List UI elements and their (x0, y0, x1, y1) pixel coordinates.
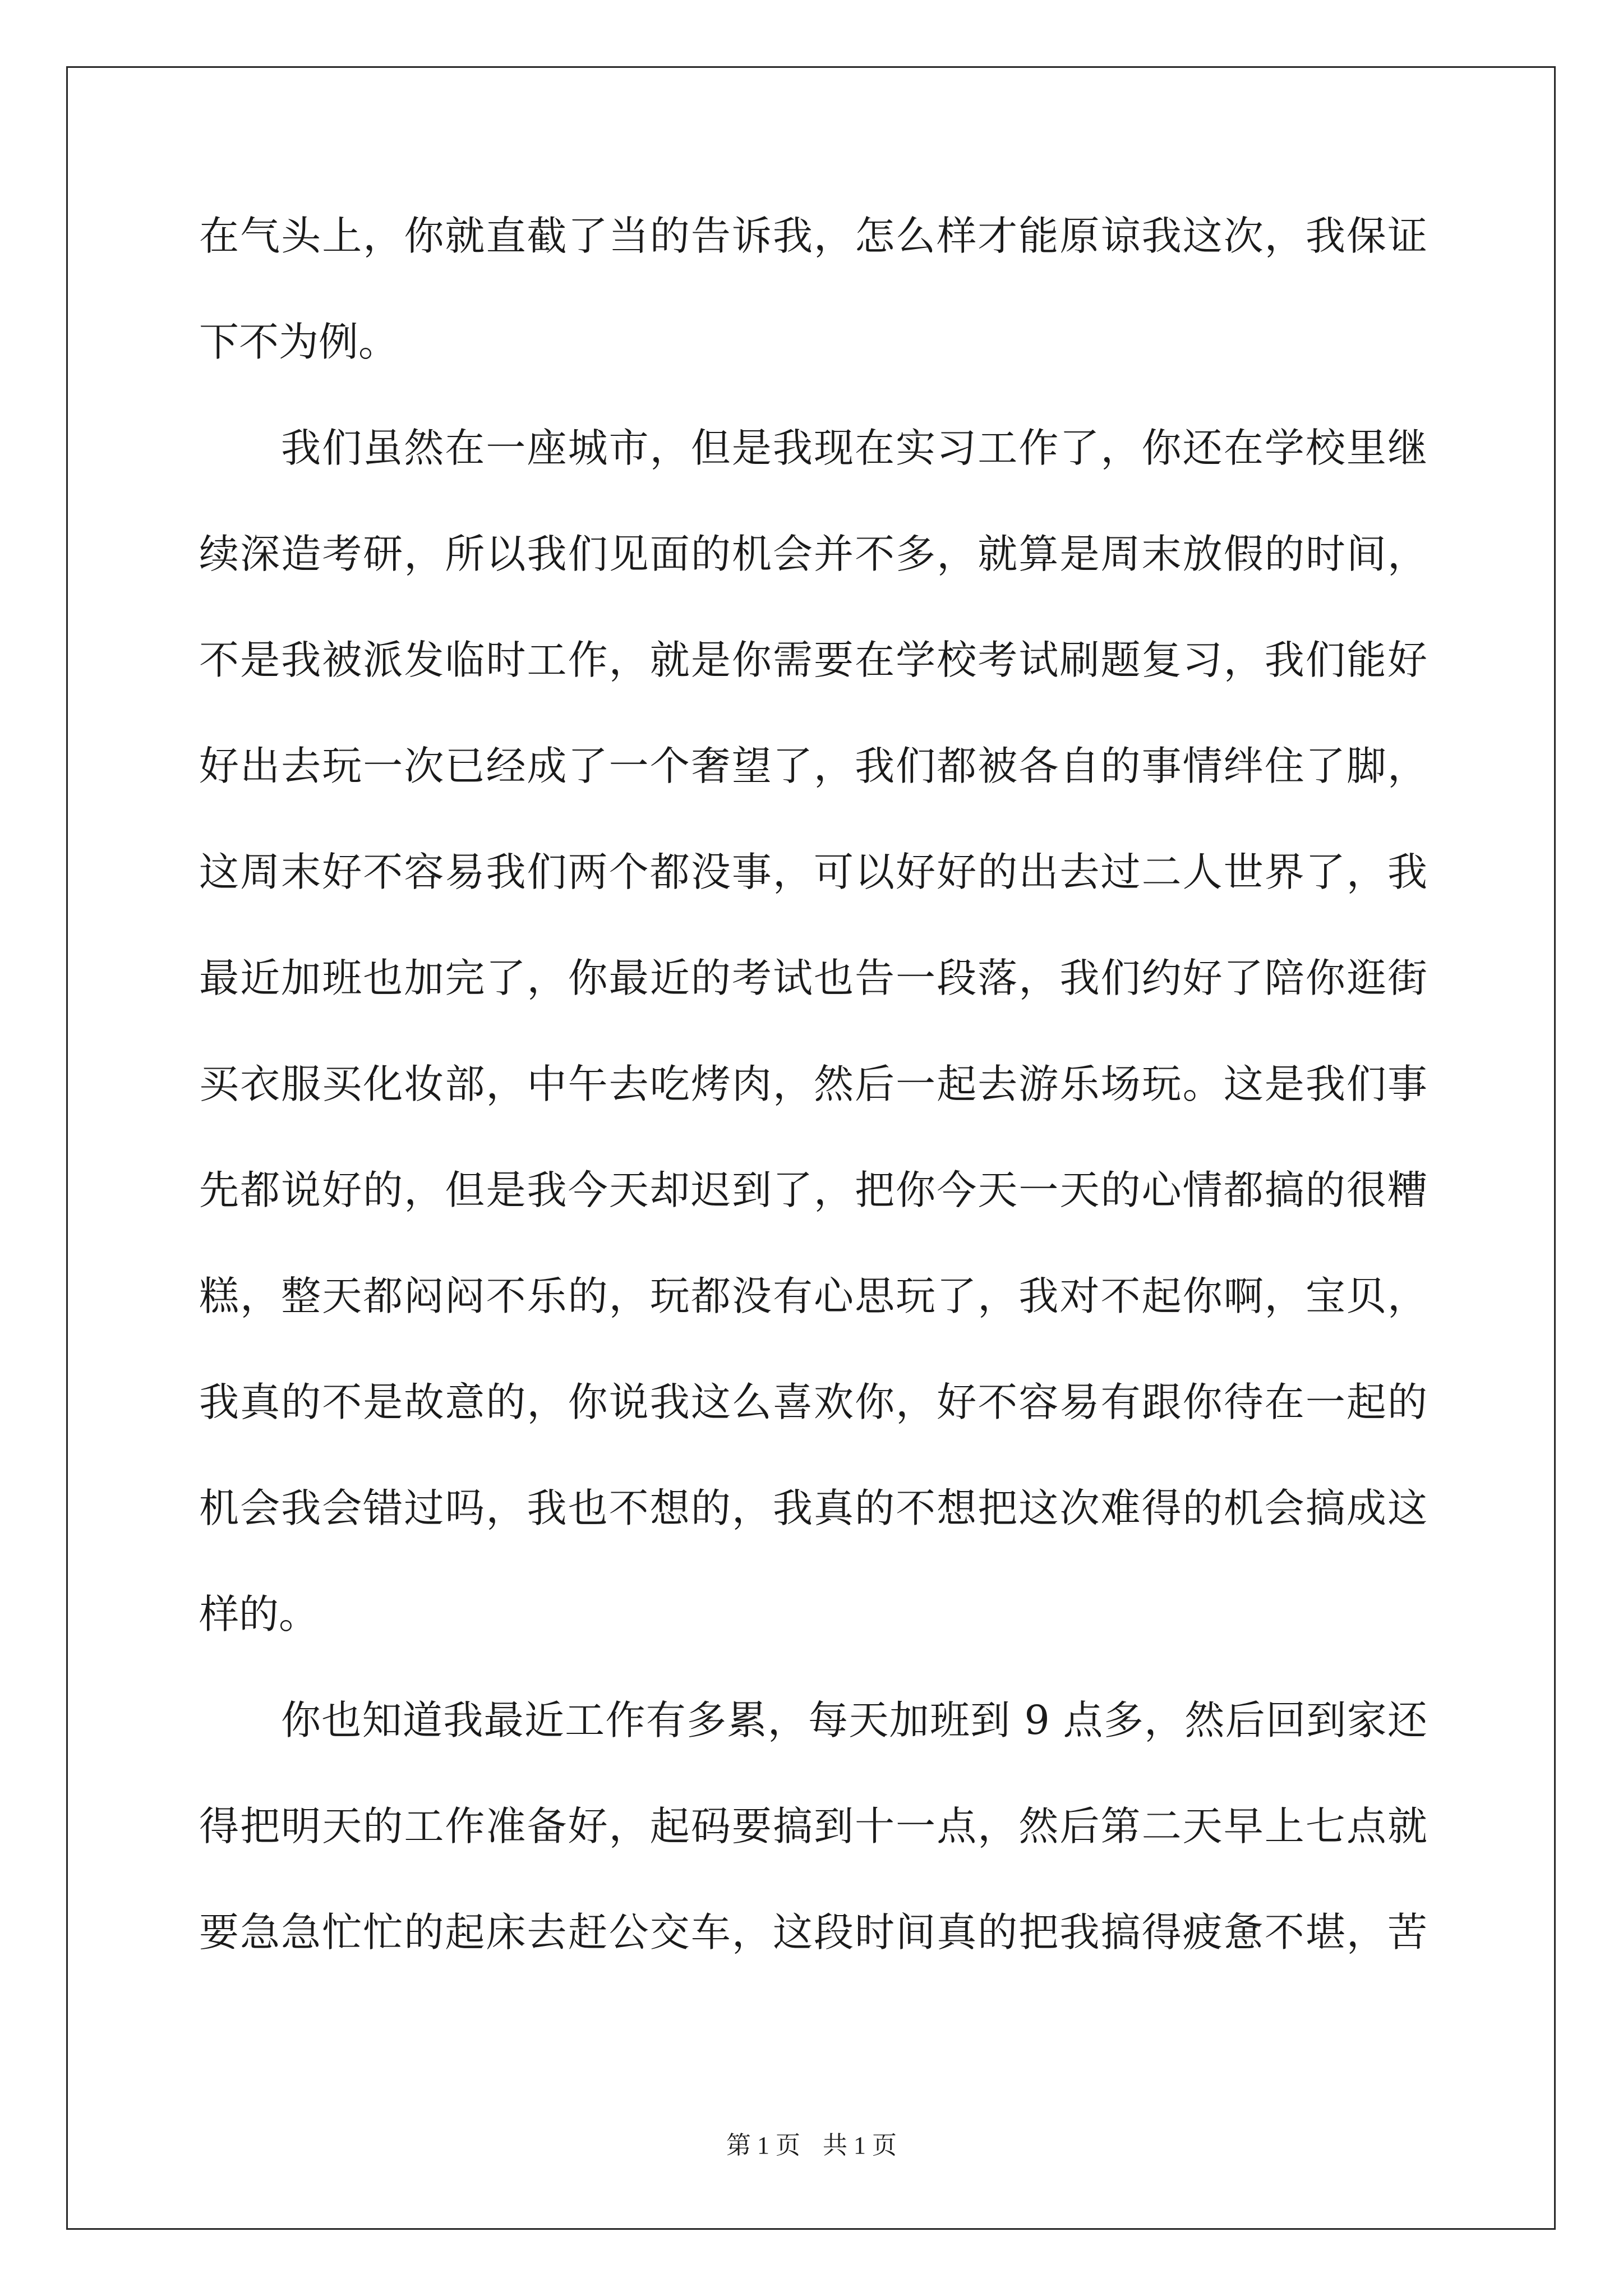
text-line: 下不为例。 (199, 319, 399, 365)
text-line: 在气头上，你就直截了当的告诉我，怎么样才能原谅我这次，我保证 (199, 213, 1427, 259)
paragraph-first-line: 我们虽然在一座城市，但是我现在实习工作了，你还在学校里继 (281, 425, 1427, 471)
page-number: 第 1 页 (726, 2132, 800, 2159)
text-line: 买衣服买化妆部，中午去吃烤肉，然后一起去游乐场玩。这是我们事 (199, 1061, 1427, 1107)
text-line: 最近加班也加完了，你最近的考试也告一段落，我们约好了陪你逛街 (199, 955, 1427, 1001)
text-line: 好出去玩一次已经成了一个奢望了，我们都被各自的事情绊住了脚， (199, 743, 1427, 789)
text-line: 糕，整天都闷闷不乐的，玩都没有心思玩了，我对不起你啊，宝贝， (199, 1273, 1427, 1319)
text-line: 要急急忙忙的起床去赶公交车，这段时间真的把我搞得疲惫不堪，苦 (199, 1909, 1427, 1955)
text-line: 我真的不是故意的，你说我这么喜欢你，好不容易有跟你待在一起的 (199, 1379, 1427, 1425)
text-line: 这周末好不容易我们两个都没事，可以好好的出去过二人世界了，我 (199, 849, 1427, 895)
page-footer (0, 2133, 1623, 2158)
page-count: 共 1 页 (823, 2132, 897, 2159)
text-line: 样的。 (199, 1591, 319, 1637)
paragraph-first-line: 你也知道我最近工作有多累，每天加班到 9 点多，然后回到家还 (281, 1697, 1427, 1743)
text-line: 不是我被派发临时工作，就是你需要在学校考试刷题复习，我们能好 (199, 637, 1427, 683)
text-line: 续深造考研，所以我们见面的机会并不多，就算是周末放假的时间， (199, 531, 1427, 577)
document-body (199, 213, 1427, 2018)
text-line: 得把明天的工作准备好，起码要搞到十一点，然后第二天早上七点就 (199, 1803, 1427, 1849)
text-line: 先都说好的，但是我今天却迟到了，把你今天一天的心情都搞的很糟 (199, 1167, 1427, 1213)
text-line: 机会我会错过吗，我也不想的，我真的不想把这次难得的机会搞成这 (199, 1485, 1427, 1531)
